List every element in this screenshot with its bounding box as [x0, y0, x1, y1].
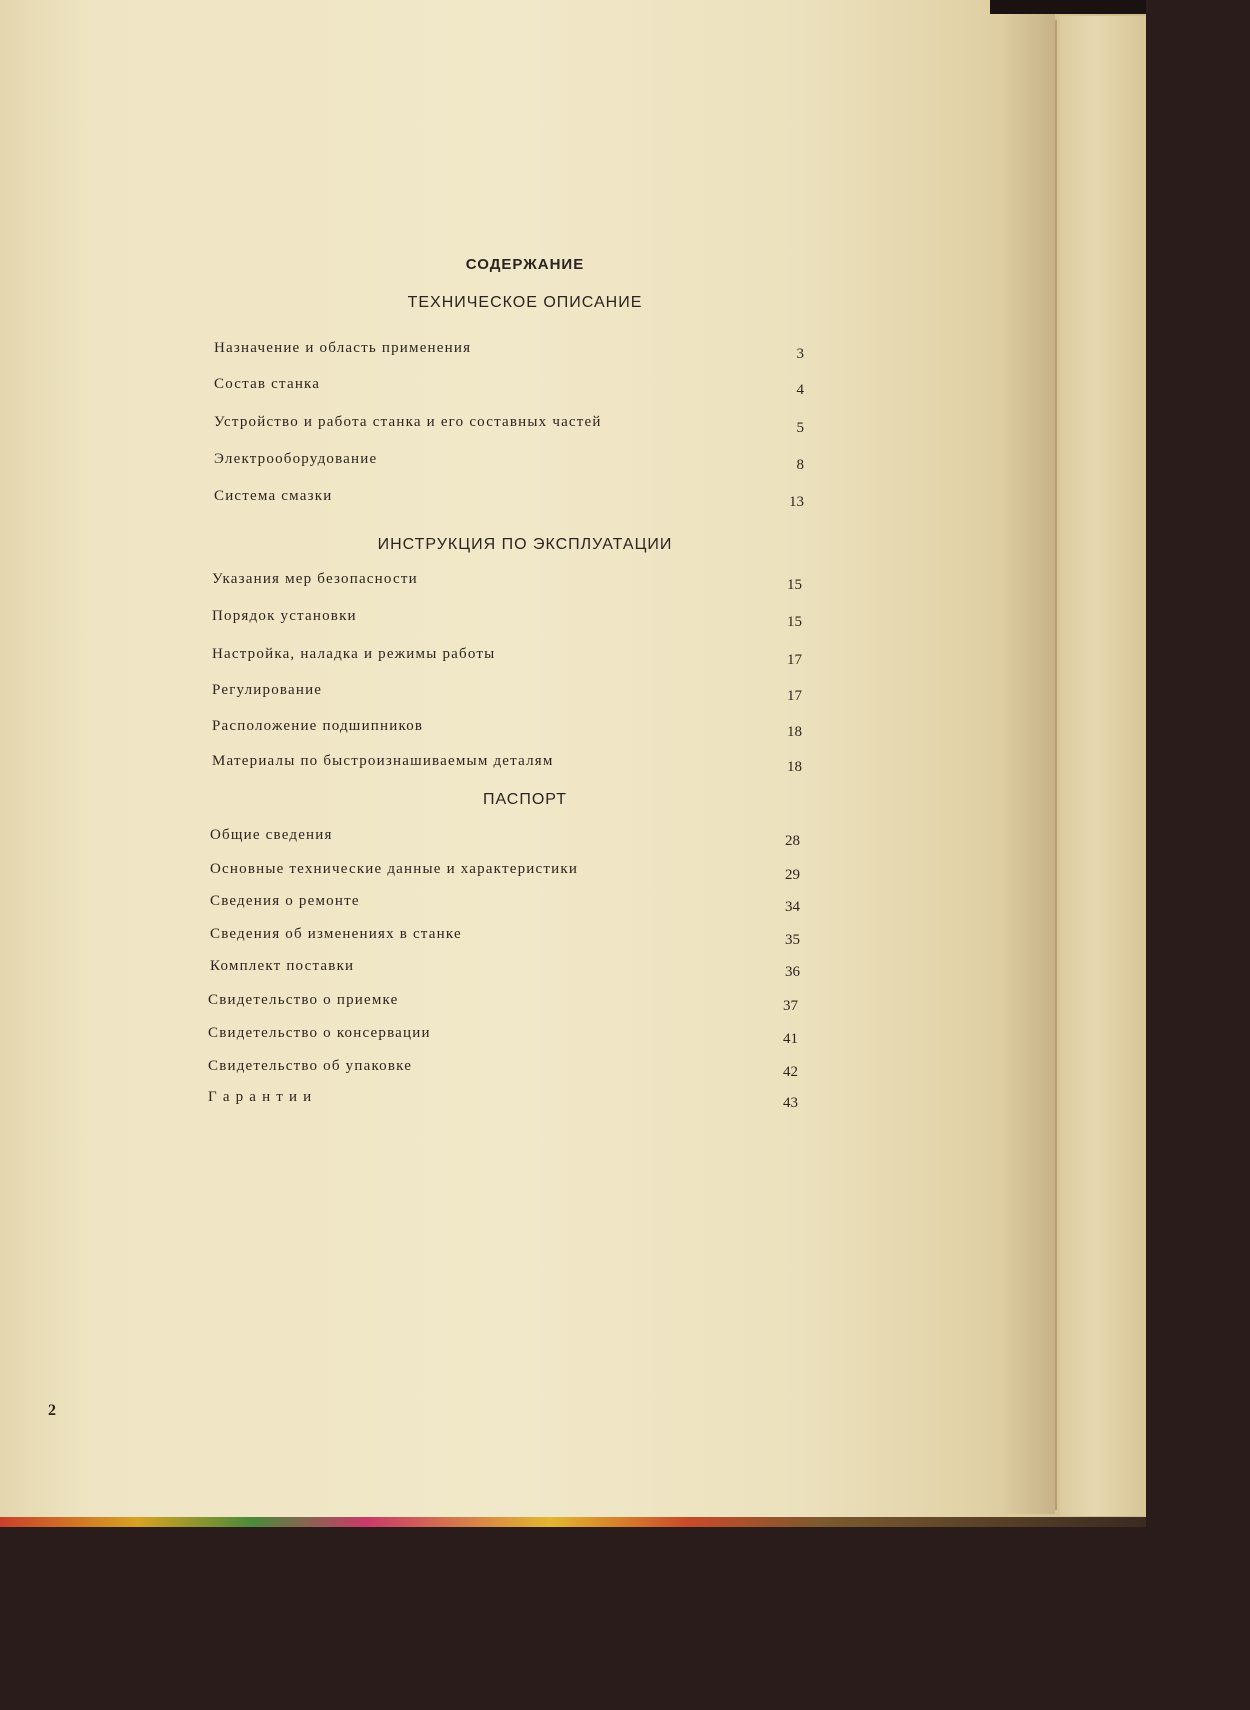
toc-entry: [208, 1025, 798, 1049]
toc-entry-label: Свидетельство о консервации: [208, 1025, 431, 1041]
toc-entry: [212, 718, 802, 742]
toc-entry: [210, 861, 800, 885]
toc-entry-label: Свидетельство об упаковке: [208, 1058, 413, 1074]
toc-entry: [208, 992, 798, 1016]
toc-entry-page: 3: [796, 346, 804, 362]
toc-entry-label: Сведения о ремонте: [210, 893, 360, 909]
toc-entry-page: 41: [783, 1031, 798, 1047]
toc-entry: [212, 646, 802, 670]
toc-entry-label: Сведения об изменениях в станке: [210, 926, 462, 942]
toc-entry-page: 37: [783, 998, 798, 1014]
toc-entry-label: Г а р а н т и и: [208, 1089, 313, 1105]
toc-entry-page: 29: [785, 867, 800, 883]
toc-entry-page: 13: [789, 494, 804, 510]
toc-entry-page: 28: [785, 833, 800, 849]
toc-entry: [210, 893, 800, 917]
toc-entry-page: 42: [783, 1064, 798, 1080]
toc-entry: [214, 488, 804, 512]
toc-entry: [212, 608, 802, 632]
toc-entry-page: 35: [785, 932, 800, 948]
section-title-operation: ИНСТРУКЦИЯ ПО ЭКСПЛУАТАЦИИ: [377, 536, 673, 553]
toc-entry-label: Назначение и область применения: [214, 340, 472, 356]
toc-entry: [214, 451, 804, 475]
toc-entry-label: Порядок установки: [212, 608, 357, 624]
toc-entry-page: 18: [787, 724, 802, 740]
toc-entry-page: 4: [796, 382, 804, 398]
section-title-passport: ПАСПОРТ: [482, 791, 568, 808]
toc-entry: [212, 753, 802, 777]
toc-entry: [210, 827, 800, 851]
toc-entry-page: 18: [787, 759, 802, 775]
toc-entry-label: Указания мер безопасности: [212, 571, 418, 587]
toc-entry-page: 36: [785, 964, 800, 980]
toc-entry-page: 17: [787, 652, 802, 668]
toc-entry: [208, 1058, 798, 1082]
toc-entry-label: Комплект поставки: [210, 958, 355, 974]
toc-entry-page: 34: [785, 899, 800, 915]
toc-entry-label: Материалы по быстроизнашиваемым деталям: [212, 753, 554, 769]
toc-entry-label: Расположение подшипников: [212, 718, 424, 734]
toc-entry-page: 15: [787, 577, 802, 593]
toc-entry: [210, 926, 800, 950]
toc-entry-label: Настройка, наладка и режимы работы: [212, 646, 496, 662]
toc-entry: [208, 1089, 798, 1113]
toc-entry: [210, 958, 800, 982]
toc-entry-page: 8: [796, 457, 804, 473]
toc-entry: [214, 340, 804, 364]
toc-entry: [212, 571, 802, 595]
toc-entry-label: Состав станка: [214, 376, 321, 392]
section-title-technical: ТЕХНИЧЕСКОЕ ОПИСАНИЕ: [407, 294, 643, 311]
toc-entry: [214, 376, 804, 400]
toc-entry-label: Общие сведения: [210, 827, 333, 843]
toc-title: СОДЕРЖАНИЕ: [465, 256, 585, 273]
toc-entry-label: Система смазки: [214, 488, 333, 504]
toc-entry-label: Устройство и работа станка и его составных частей: [214, 414, 602, 430]
toc-entry-label: Электрооборудование: [214, 451, 378, 467]
toc-entry-label: Свидетельство о приемке: [208, 992, 399, 1008]
toc-entry-page: 5: [796, 420, 804, 436]
toc-entry-page: 43: [783, 1095, 798, 1111]
toc-entry: [212, 682, 802, 706]
page-number: 2: [48, 1402, 56, 1419]
toc-entry-label: Регулирование: [212, 682, 323, 698]
toc-entry: [214, 414, 804, 438]
toc-entry-page: 17: [787, 688, 802, 704]
toc-entry-page: 15: [787, 614, 802, 630]
toc-entry-label: Основные технические данные и характеристики: [210, 861, 579, 877]
